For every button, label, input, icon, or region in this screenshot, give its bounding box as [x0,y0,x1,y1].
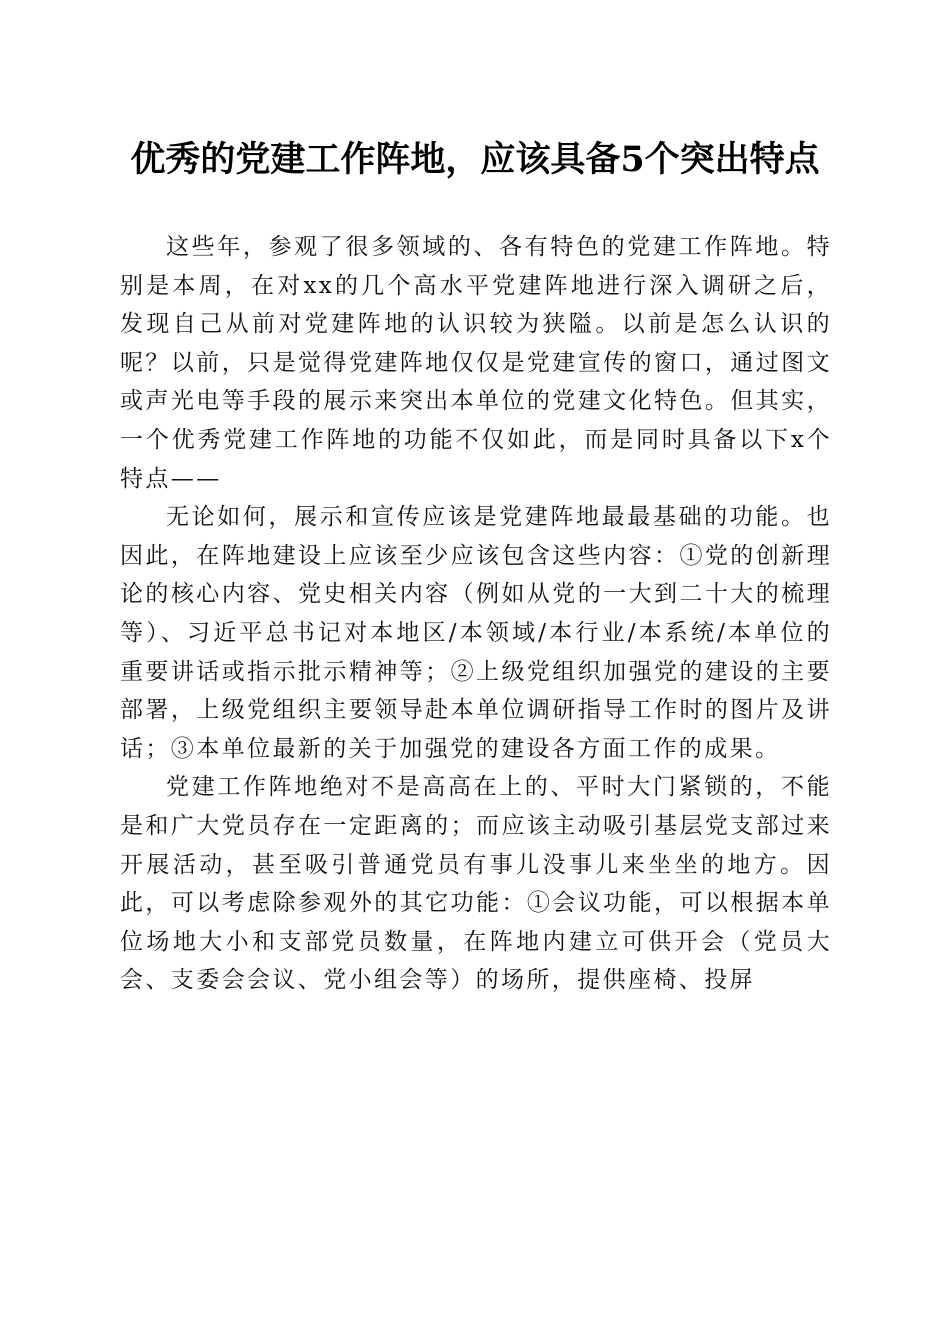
document-title: 优秀的党建工作阵地，应该具备5个突出特点 [130,139,820,180]
paragraph-open-function: 党建工作阵地绝对不是高高在上的、平时大门紧锁的，不能是和广大党员存在一定距离的；而应该主动吸引基层党支部过来开展活动，甚至吸引普通党员有事儿没事儿来坐坐的地方。因此，可以考虑除参观外的其它功能：①会议功能，可以根据本单位场地大小和支部党员数量，在阵地内建立可供开会（党员大会、支委会会议、党小组会等）的场所，提供座椅、投屏 [120,774,832,994]
paragraph-intro: 这些年，参观了很多领域的、各有特色的党建工作阵地。特别是本周，在对xx的几个高水平党建阵地进行深入调研之后，发现自己从前对党建阵地的认识较为狭隘。以前是怎么认识的呢？以前，只是觉得党建阵地仅仅是党建宣传的窗口，通过图文或声光电等手段的展示来突出本单位的党建文化特色。但其实，一个优秀党建工作阵地的功能不仅如此，而是同时具备以下x个特点—— [120,234,832,492]
paragraph-display-function: 无论如何，展示和宣传应该是党建阵地最最基础的功能。也因此，在阵地建设上应该至少应该包含这些内容：①党的创新理论的核心内容、党史相关内容（例如从党的一大到二十大的梳理等）、习近平总书记对本地区/本领域/本行业/本系统/本单位的重要讲话或指示批示精神等；②上级党组织加强党的建设的主要部署，上级党组织主要领导赴本单位调研指导工作时的图片及讲话；③本单位最新的关于加强党的建设各方面工作的成果。 [120,504,832,762]
document-body [120,228,832,1000]
